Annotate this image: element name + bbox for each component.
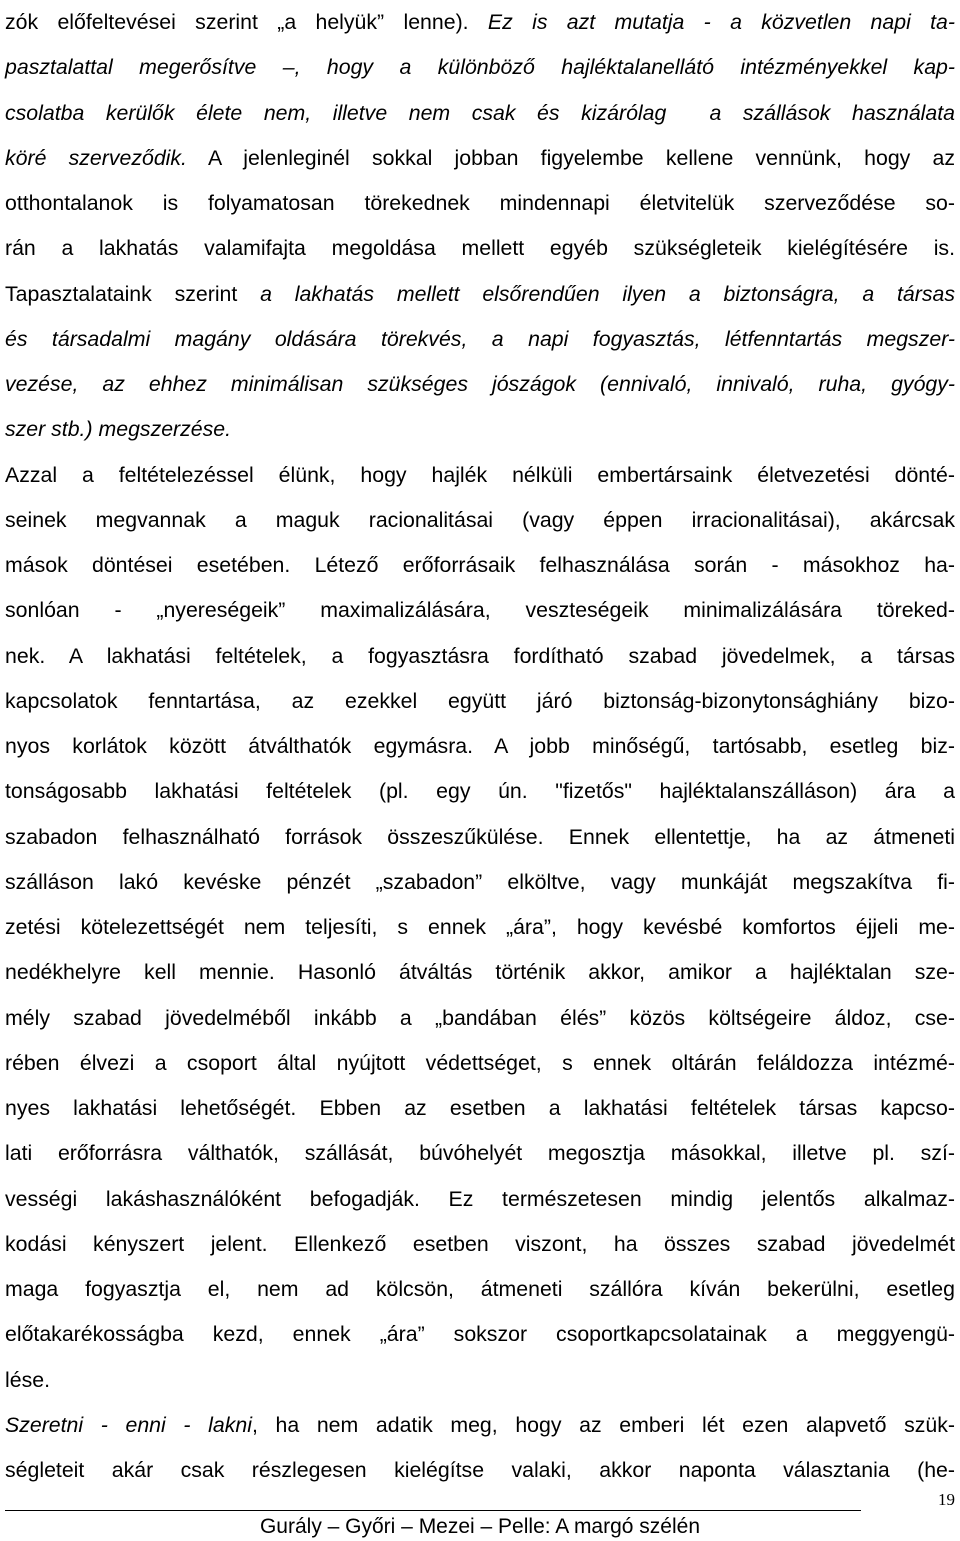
text-line — [5, 950, 955, 995]
text-line — [5, 1177, 955, 1222]
text-line — [5, 272, 955, 317]
text-run: Tapasztalataink szerint — [5, 281, 261, 306]
text-run: A jelenleginél sokkal jobban figyelembe kellene vennünk, hogy az — [186, 145, 955, 170]
text-run: tonságosabb lakhatási feltételek (pl. egy ún. "fizetős" hajléktalanszálláson) ára a — [5, 779, 955, 804]
text-line — [5, 136, 955, 181]
text-run: előtakarékosságba kezd, ennek „ára” sokszor csoportkapcsolatainak a meggyengü- — [5, 1322, 955, 1347]
footer-title: Gurály – Győri – Mezei – Pelle: A margó szélén — [259, 1515, 701, 1538]
text-run: nyos korlátok között átválthatók egymásra. A jobb minőségű, tartósabb, esetleg biz- — [5, 734, 955, 758]
text-run: zetési kötelezettségét nem teljesíti, s ennek „ára”, hogy kevésbé komfortos éjjeli me- — [5, 915, 955, 939]
text-line — [5, 317, 955, 362]
text-line — [5, 815, 955, 860]
text-run: otthontalanok is folyamatosan törekednek mindennapi életvitelük szerveződése so- — [5, 191, 955, 215]
text-run: nedékhelyre kell mennie. Hasonló átváltás történik akkor, amikor a hajléktalan sze- — [5, 960, 955, 985]
text-line — [5, 996, 955, 1041]
text-line — [5, 1222, 955, 1267]
text-run: szálláson lakó kevéske pénzét „szabadon” elköltve, vagy munkáját megszakítva fi- — [5, 869, 955, 894]
text-line — [5, 1086, 955, 1131]
italic-text-run: csolatba kerülők élete nem, illetve nem csak és kizárólag a szállások használata — [5, 100, 955, 125]
text-run: seinek megvannak a maguk racionalitásai (vagy éppen irracionalitásai), akárcsak — [5, 507, 955, 532]
text-line — [5, 407, 955, 452]
text-line — [5, 1403, 955, 1448]
text-run: nek. A lakhatási feltételek, a fogyasztásra fordítható szabad jövedelmek, a társas — [5, 643, 955, 668]
italic-text-run: pasztalattal megerősítve –, hogy a különböző hajléktalanellátó intézményekkel kap- — [5, 55, 955, 80]
text-line — [5, 1312, 955, 1357]
italic-text-run: vezése, az ehhez minimálisan szükséges jószágok (ennivaló, innivaló, ruha, gyógy- — [5, 372, 955, 396]
text-run: mások döntései esetében. Létező erőforrásaik felhasználása során - másokhoz ha- — [5, 553, 955, 577]
italic-text-run: Ez is azt mutatja - a közvetlen napi ta- — [487, 10, 955, 34]
text-line — [5, 226, 955, 271]
text-run: kodási kényszert jelent. Ellenkező esetben viszont, ha összes szabad jövedelmét — [5, 1231, 955, 1256]
text-run: , ha nem adatik meg, hogy az emberi lét ezen alapvető szük- — [251, 1412, 955, 1437]
text-line — [5, 453, 955, 498]
text-line — [5, 634, 955, 679]
text-line — [5, 543, 955, 588]
text-run: ségleteit akár csak részlegesen kielégítse valaki, akkor naponta választania (he- — [5, 1458, 955, 1482]
text-run: nyes lakhatási lehetőségét. Ebben az esetben a lakhatási feltételek társas kapcso- — [5, 1096, 955, 1120]
text-line — [5, 588, 955, 633]
text-line — [5, 91, 955, 136]
text-line — [5, 45, 955, 90]
text-run: sonlóan - „nyereségeik” maximalizálására, veszteségeik minimalizálására töreked- — [5, 598, 955, 623]
italic-text-run: szer stb.) megszerzése. — [5, 417, 232, 442]
text-run: rében élvezi a csoport által nyújtott védettséget, s ennek oltárán feláldozza intézmé- — [5, 1050, 955, 1075]
text-line — [5, 1267, 955, 1312]
footer-rule — [5, 1510, 861, 1511]
italic-text-run: Szeretni - enni - lakni — [5, 1412, 252, 1437]
text-line — [5, 679, 955, 724]
text-line — [5, 0, 955, 45]
text-line — [5, 1041, 955, 1086]
text-line — [5, 362, 955, 407]
text-run: kapcsolatok fenntartása, az ezekkel együtt járó biztonság-bizonytonsághiány bizo- — [5, 688, 955, 713]
italic-text-run: a lakhatás mellett elsőrendűen ilyen a biztonságra, a társas — [260, 281, 955, 306]
text-line — [5, 860, 955, 905]
text-line — [5, 1131, 955, 1176]
text-line — [5, 498, 955, 543]
text-run: zók előfeltevései szerint „a helyük” lenne). — [5, 10, 488, 34]
text-run: rán a lakhatás valamifajta megoldása mellett egyéb szükségleteik kielégítésére is. — [5, 236, 955, 261]
text-run: mély szabad jövedelméből inkább a „bandában élés” közös költségeire áldoz, cse- — [5, 1005, 955, 1030]
text-line — [5, 1448, 955, 1493]
text-line — [5, 769, 955, 814]
text-line — [5, 181, 955, 226]
text-run: maga fogyasztja el, nem ad kölcsön, átmeneti szállóra kíván bekerülni, esetleg — [5, 1277, 955, 1301]
text-run: Azzal a feltételezéssel élünk, hogy hajlék nélküli embertársaink életvezetési dönté- — [5, 462, 955, 487]
text-run: lati erőforrásra válthatók, szállását, búvóhelyét megosztja másokkal, illetve pl. szí- — [5, 1141, 955, 1166]
text-line — [5, 905, 955, 950]
body-text — [5, 0, 955, 1493]
text-run: lése. — [5, 1367, 50, 1392]
italic-text-run: és társadalmi magány oldására törekvés, a napi fogyasztás, létfenntartás megszer- — [5, 326, 955, 351]
page-number: 19 — [938, 1490, 955, 1509]
text-run: szabadon felhasználható források összeszűkülése. Ennek ellentettje, ha az átmeneti — [5, 824, 955, 849]
text-line — [5, 1358, 955, 1403]
text-run: vességi lakáshasználóként befogadják. Ez természetesen mindig jelentős alkalmaz- — [5, 1186, 955, 1211]
text-line — [5, 724, 955, 769]
italic-text-run: köré szerveződik. — [5, 145, 187, 170]
